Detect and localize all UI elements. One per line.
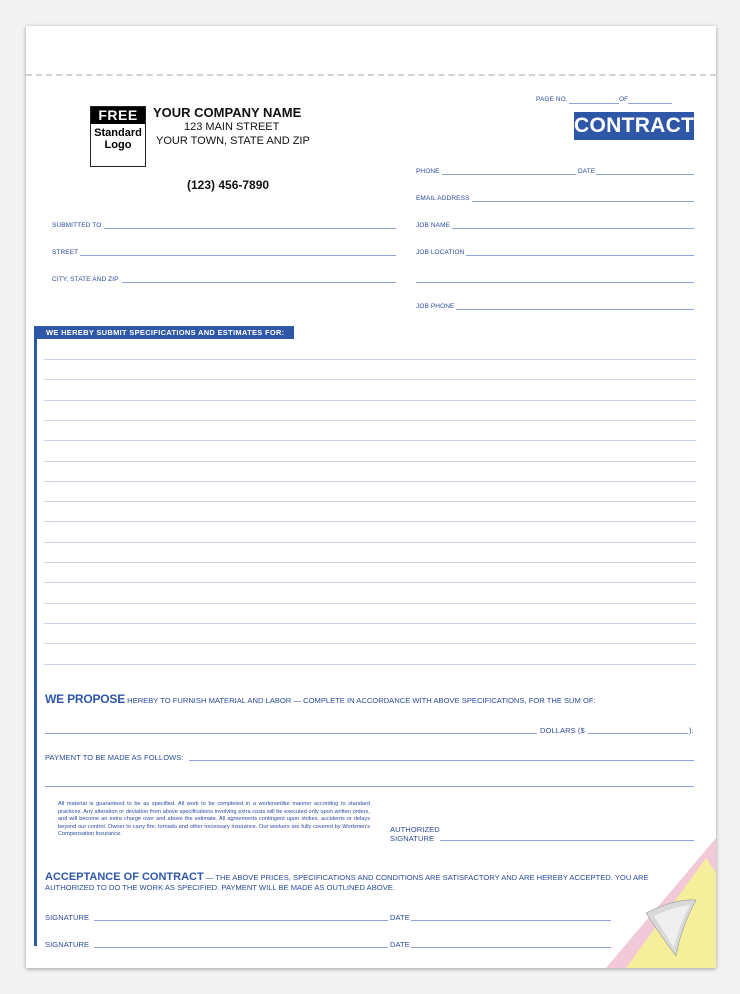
payment-label: PAYMENT TO BE MADE AS FOLLOWS: (45, 753, 184, 762)
dollars-close: ). (689, 726, 694, 735)
spec-line[interactable] (44, 400, 696, 401)
spec-side-bar (34, 326, 37, 946)
spec-line[interactable] (44, 379, 696, 380)
spec-section-header: WE HEREBY SUBMIT SPECIFICATIONS AND ESTIMATES FOR: (34, 326, 294, 339)
acceptance-lead: ACCEPTANCE OF CONTRACT (45, 871, 204, 883)
date-field[interactable] (596, 174, 694, 175)
signature-field-1[interactable] (94, 920, 388, 921)
job-phone-label: JOB PHONE (416, 303, 455, 310)
dollars-label: DOLLARS ($ (540, 726, 585, 735)
authorized-label: AUTHORIZED (390, 825, 440, 834)
date-field-1[interactable] (411, 920, 611, 921)
page-no-label: PAGE NO. (536, 96, 568, 103)
spec-line[interactable] (44, 359, 696, 360)
spec-line[interactable] (44, 481, 696, 482)
company-phone: (123) 456-7890 (187, 178, 270, 192)
spec-line[interactable] (44, 603, 696, 604)
logo-free-text: FREE (91, 107, 145, 124)
spec-line[interactable] (44, 461, 696, 462)
submitted-to-field[interactable] (104, 228, 396, 229)
signature-label-2: SIGNATURE (45, 940, 90, 949)
spec-line[interactable] (44, 440, 696, 441)
acceptance-statement (45, 872, 655, 893)
job-location-label: JOB LOCATION (416, 249, 465, 256)
propose-lead: WE PROPOSE (45, 692, 126, 706)
propose-statement (45, 692, 596, 706)
city-state-zip-field[interactable] (122, 282, 396, 283)
contract-form-sheet (26, 26, 716, 968)
contract-title: CONTRACT (574, 112, 694, 140)
job-location-field-2[interactable] (416, 282, 694, 283)
date-field-2[interactable] (411, 947, 611, 948)
date-label-2: DATE (390, 940, 410, 949)
spec-line[interactable] (44, 643, 696, 644)
phone-field[interactable] (442, 174, 576, 175)
page-curl-graphic (606, 838, 716, 968)
signature-label-1: SIGNATURE (45, 913, 90, 922)
propose-text: HEREBY TO FURNISH MATERIAL AND LABOR — COMPLETE IN ACCORDANCE WITH ABOVE SPECIFICATIONS, FOR THE SUM OF: (127, 696, 596, 705)
guarantee-terms: All material is guaranteed to be as specified. All work to be completed in a workmanlike manner according to standard practices. Any alteration or deviation from above specifications involving extra costs will be executed only upon written orders, and will become an extra charge over and above the estimate. All agreements contingent upon strikes, accidents or delays beyond our control. Owner to carry fire, tornado and other necessary insurance. Our workers are fully covered by Workmen's Compensation Insurance. (58, 801, 370, 837)
logo-logo-text: Logo (104, 139, 132, 151)
job-name-field[interactable] (452, 228, 694, 229)
company-street: 123 MAIN STREET (184, 121, 280, 133)
city-state-zip-label: CITY, STATE AND ZIP (52, 276, 119, 283)
spec-line[interactable] (44, 501, 696, 502)
dollars-field[interactable] (588, 733, 688, 734)
authorized-signature-label: SIGNATURE (390, 834, 435, 843)
company-city: YOUR TOWN, STATE AND ZIP (156, 135, 310, 147)
signature-field-2[interactable] (94, 947, 388, 948)
phone-label: PHONE (416, 168, 440, 175)
spec-line[interactable] (44, 420, 696, 421)
page-of-field[interactable] (628, 103, 672, 104)
spec-line[interactable] (44, 542, 696, 543)
job-phone-field[interactable] (456, 309, 694, 310)
payment-field[interactable] (189, 760, 694, 761)
company-logo (90, 106, 146, 167)
of-label: OF (619, 96, 629, 103)
submitted-to-label: SUBMITTED TO (52, 222, 102, 229)
street-label: STREET (52, 249, 79, 256)
date-label-1: DATE (390, 913, 410, 922)
spec-line[interactable] (44, 582, 696, 583)
street-field[interactable] (80, 255, 396, 256)
perforation-line (26, 74, 716, 76)
sum-words-field[interactable] (45, 733, 537, 734)
date-label: DATE (578, 168, 596, 175)
email-field[interactable] (472, 201, 694, 202)
spec-line[interactable] (44, 664, 696, 665)
spec-line[interactable] (44, 521, 696, 522)
company-name: YOUR COMPANY NAME (153, 105, 302, 120)
job-location-field[interactable] (466, 255, 694, 256)
company-info (153, 106, 310, 148)
logo-standard-text: Standard (94, 127, 142, 139)
payment-field-2[interactable] (45, 786, 694, 787)
spec-line[interactable] (44, 562, 696, 563)
spec-line[interactable] (44, 623, 696, 624)
job-name-label: JOB NAME (416, 222, 451, 229)
email-label: EMAIL ADDRESS (416, 195, 470, 202)
page-no-field[interactable] (569, 103, 619, 104)
acceptance-text: — THE ABOVE PRICES, SPECIFICATIONS AND CONDITIONS ARE SATISFACTORY AND ARE HEREBY ACCEPTED. YOU ARE AUTHORIZED TO DO THE WORK AS SPECIFIED. PAYMENT WILL BE MADE AS OUTLINED ABOVE. (45, 873, 649, 892)
